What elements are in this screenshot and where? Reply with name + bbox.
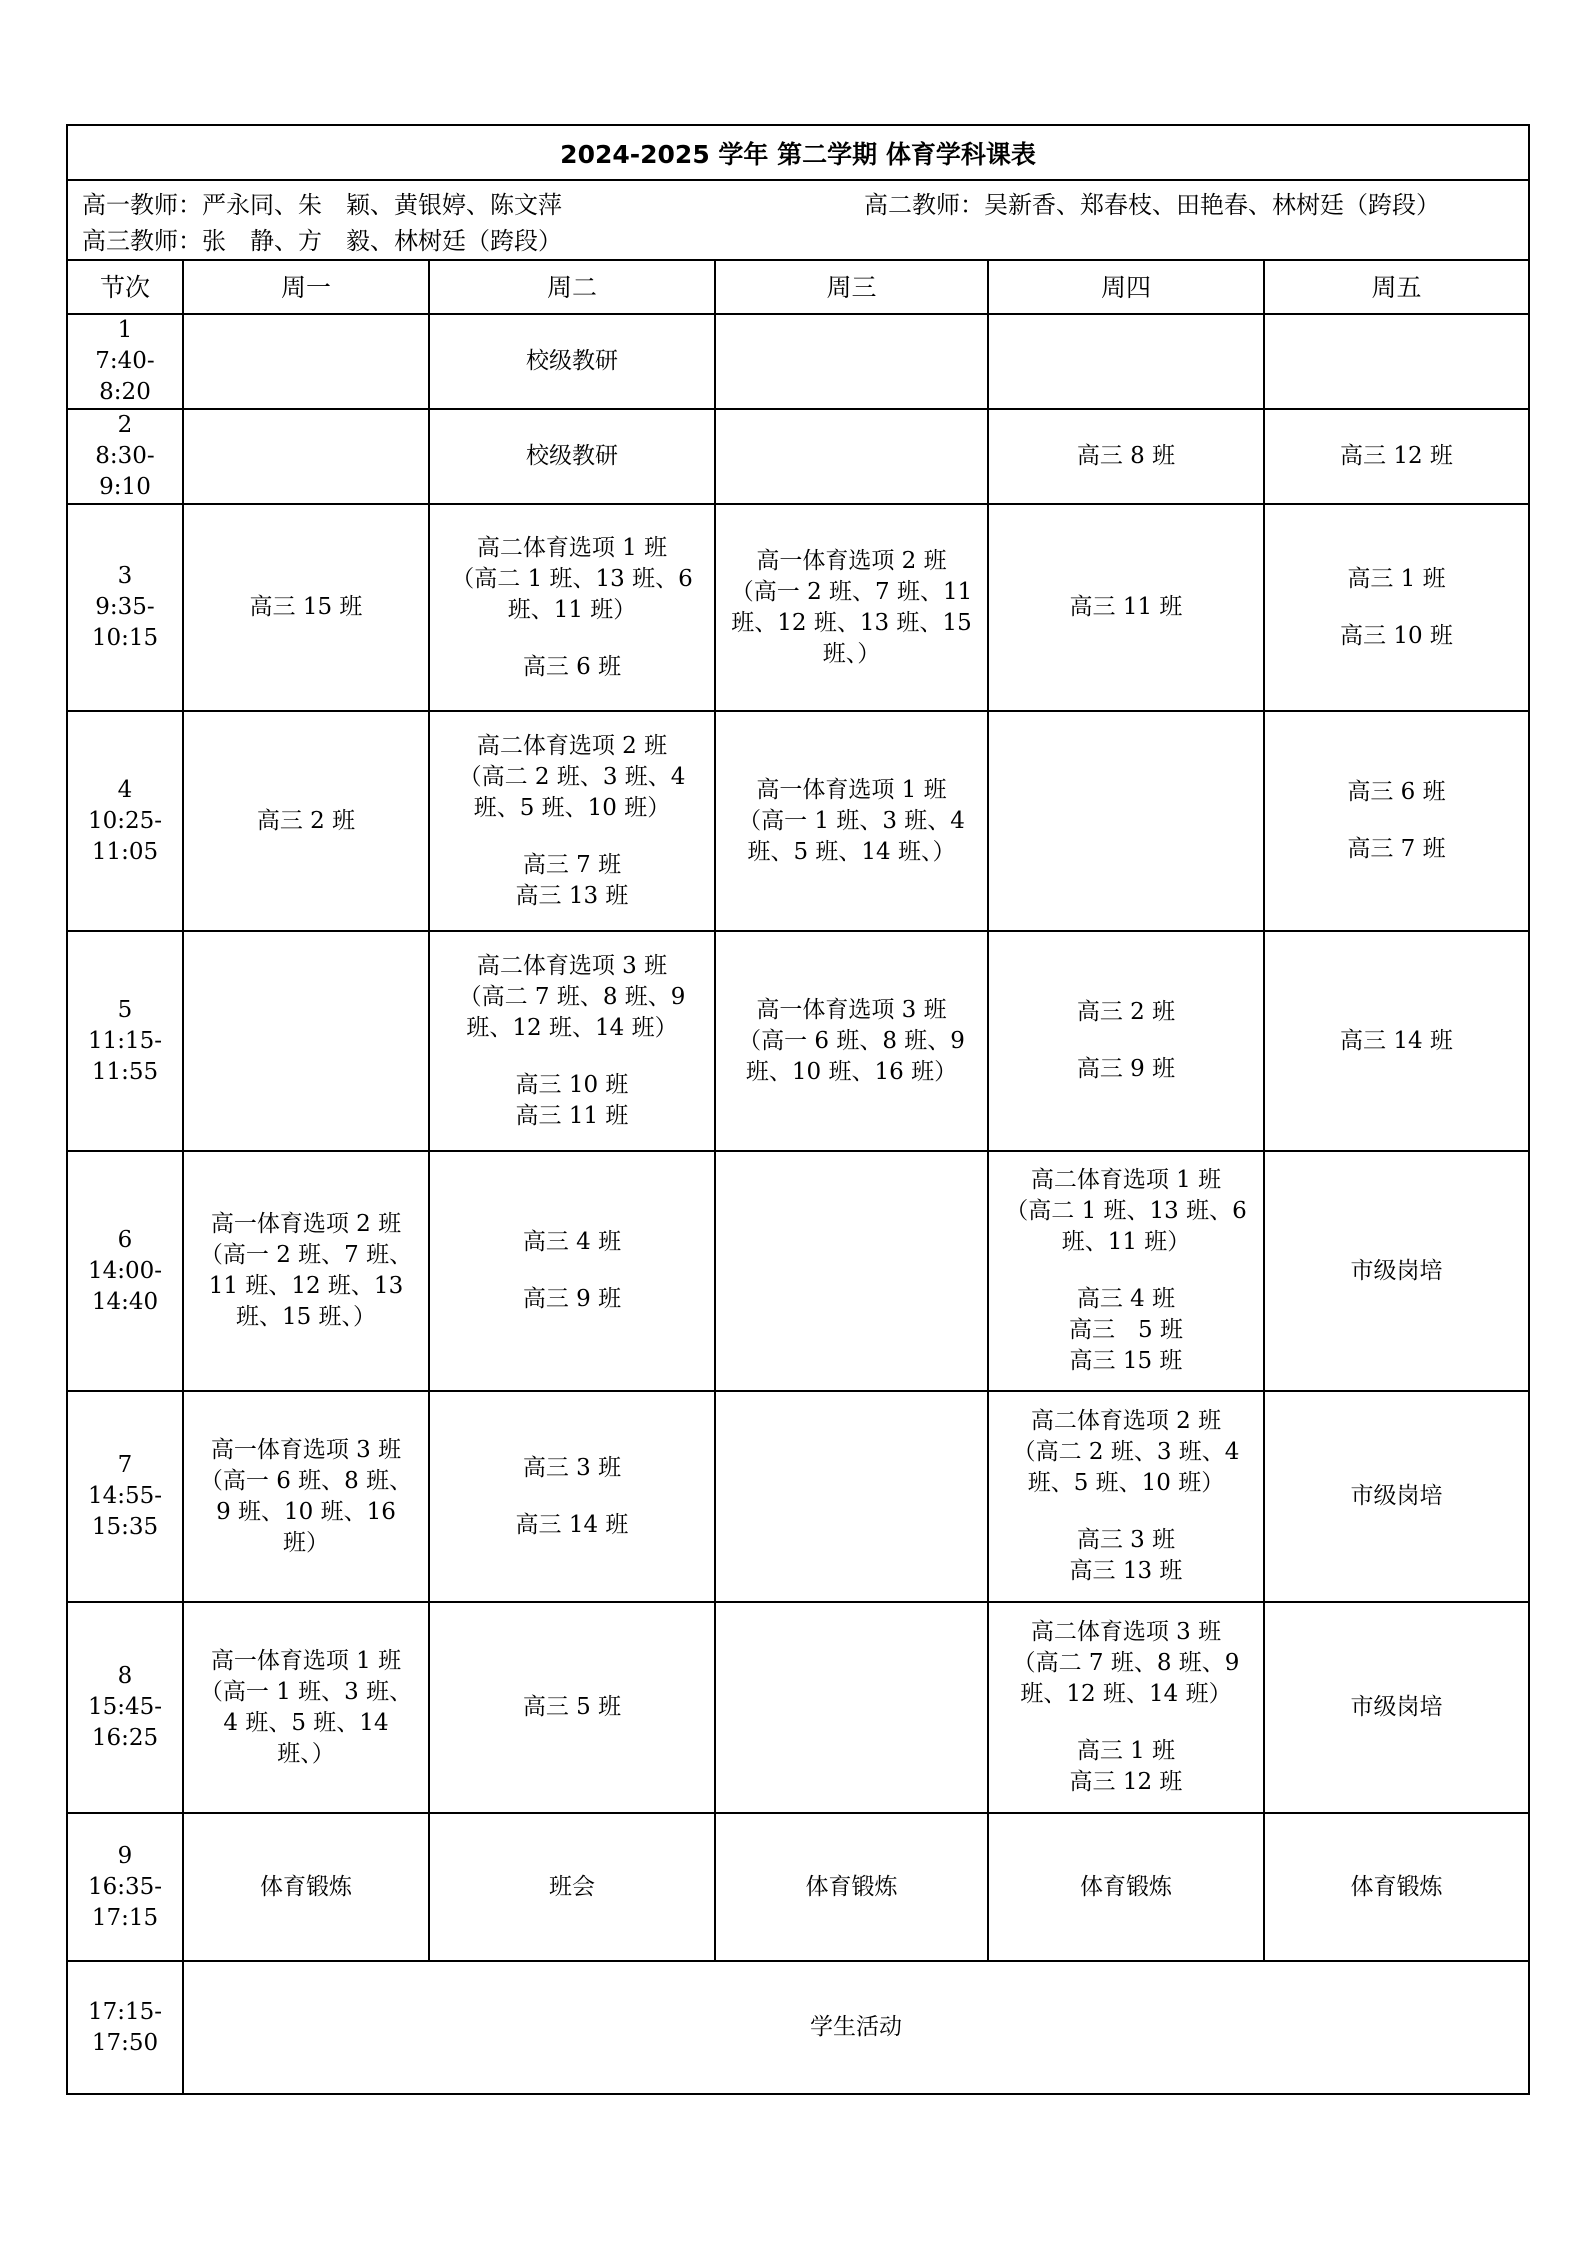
header-row bbox=[68, 261, 1528, 314]
cell-line: 高三 14 班 bbox=[1340, 1027, 1453, 1054]
schedule-cell-wed bbox=[715, 409, 988, 504]
cell-line: 高三 15 班 bbox=[1069, 1348, 1183, 1374]
grade3-teachers: 高三教师：张 静、方 毅、林树廷（跨段） bbox=[82, 227, 562, 255]
cell-line: 体育锻炼 bbox=[1350, 1873, 1443, 1900]
schedule-cell-thu bbox=[988, 1391, 1264, 1602]
cell-line: 高二体育选项 1 班 bbox=[1030, 1167, 1222, 1193]
period-cell bbox=[68, 1961, 183, 2093]
period-number: 8 bbox=[117, 1663, 133, 1689]
cell-line: 班、5 班、10 班） bbox=[1027, 1470, 1225, 1496]
cell-line: 班、） bbox=[822, 640, 881, 667]
schedule-cell-mon bbox=[183, 1602, 429, 1813]
cell-line: 高一体育选项 1 班 bbox=[756, 776, 947, 803]
schedule-cell-mon bbox=[183, 1391, 429, 1602]
schedule-cell-thu bbox=[988, 931, 1264, 1151]
period-time-start: 16:35- bbox=[87, 1873, 163, 1900]
schedule-cell-wed bbox=[715, 711, 988, 931]
group-spacer bbox=[434, 1484, 710, 1510]
schedule-cell-tue bbox=[429, 409, 715, 504]
cell-line: 高三 5 班 bbox=[1069, 1317, 1183, 1343]
schedule-cell-fri bbox=[1264, 314, 1528, 409]
cell-line: 高一体育选项 3 班 bbox=[756, 996, 947, 1023]
period-cell bbox=[68, 409, 183, 504]
cell-line: （高一 6 班、8 班、 bbox=[199, 1467, 413, 1494]
period-time-end: 16:25 bbox=[91, 1725, 159, 1751]
group-spacer bbox=[434, 626, 710, 652]
schedule-cell-thu bbox=[988, 1151, 1264, 1391]
cell-line: 班、11 班） bbox=[507, 596, 637, 623]
cell-line: 班、5 班、10 班） bbox=[473, 794, 671, 821]
cell-line: 高二体育选项 2 班 bbox=[1030, 1408, 1222, 1434]
period-number: 6 bbox=[117, 1226, 133, 1253]
cell-line: 班） bbox=[283, 1529, 329, 1556]
table-row bbox=[68, 1151, 1528, 1391]
period-time-start: 7:40- bbox=[95, 348, 155, 374]
cell-line: （高二 7 班、8 班、9 bbox=[458, 983, 686, 1010]
schedule-cell-thu bbox=[988, 711, 1264, 931]
cell-line: 高三 2 班 bbox=[256, 807, 356, 834]
cell-line: 市级岗培 bbox=[1350, 1257, 1443, 1284]
cell-line: 班、12 班、14 班） bbox=[1020, 1681, 1232, 1707]
cell-line: （高二 1 班、13 班、6 bbox=[451, 565, 693, 592]
table-row bbox=[68, 409, 1528, 504]
cell-line: 高三 4 班 bbox=[1076, 1286, 1176, 1312]
cell-line: （高一 2 班、7 班、11 bbox=[730, 578, 973, 605]
period-number: 1 bbox=[117, 317, 133, 343]
cell-line: 高二体育选项 1 班 bbox=[476, 534, 668, 561]
cell-line: 高二体育选项 3 班 bbox=[476, 952, 668, 979]
page-title: 2024-2025 学年 第二学期 体育学科课表 bbox=[68, 126, 1528, 181]
cell-line: 高三 12 班 bbox=[1340, 443, 1453, 469]
period-number: 3 bbox=[117, 563, 133, 589]
cell-line: 市级岗培 bbox=[1350, 1694, 1443, 1720]
period-number: 4 bbox=[117, 776, 133, 803]
schedule-cell-thu bbox=[988, 314, 1264, 409]
cell-line: 高三 3 班 bbox=[522, 1454, 622, 1481]
schedule-cell-thu bbox=[988, 1813, 1264, 1961]
schedule-cell-tue bbox=[429, 1151, 715, 1391]
period-time-start: 14:00- bbox=[87, 1257, 163, 1284]
cell-line: 高三 13 班 bbox=[1069, 1558, 1183, 1584]
cell-line: 班、12 班、14 班） bbox=[466, 1014, 678, 1041]
schedule-cell-wed bbox=[715, 931, 988, 1151]
period-time-end: 11:55 bbox=[91, 1058, 159, 1085]
schedule-cell-tue bbox=[429, 931, 715, 1151]
cell-line: 高三 7 班 bbox=[522, 851, 622, 878]
group-spacer bbox=[993, 1499, 1259, 1525]
cell-line: （高一 1 班、3 班、4 bbox=[738, 807, 965, 834]
period-time-end: 14:40 bbox=[91, 1288, 159, 1315]
schedule-sheet bbox=[66, 124, 1530, 2095]
schedule-cell-tue bbox=[429, 1813, 715, 1961]
period-number: 9 bbox=[117, 1842, 133, 1869]
cell-line: 高三 15 班 bbox=[249, 594, 363, 620]
schedule-cell-fri bbox=[1264, 711, 1528, 931]
schedule-cell-thu bbox=[988, 1602, 1264, 1813]
cell-line: 4 班、5 班、14 bbox=[223, 1709, 389, 1736]
table-row bbox=[68, 504, 1528, 711]
activity-row bbox=[68, 1961, 1528, 2093]
schedule-cell-tue bbox=[429, 1602, 715, 1813]
cell-line: 高三 9 班 bbox=[522, 1286, 622, 1312]
cell-line: 班、5 班、14 班、） bbox=[747, 838, 956, 865]
table-row bbox=[68, 1391, 1528, 1602]
cell-line: 班、12 班、13 班、15 bbox=[731, 609, 972, 636]
schedule-table bbox=[68, 261, 1528, 2093]
cell-line: 体育锻炼 bbox=[805, 1873, 898, 1900]
group-spacer bbox=[1269, 595, 1524, 621]
schedule-cell-mon bbox=[183, 409, 429, 504]
cell-line: 班会 bbox=[549, 1873, 595, 1900]
group-spacer bbox=[434, 1258, 710, 1284]
period-time-start: 10:25- bbox=[87, 807, 163, 834]
schedule-cell-wed bbox=[715, 1602, 988, 1813]
header-fri: 周五 bbox=[1264, 261, 1528, 314]
period-time-start: 17:15- bbox=[87, 1998, 163, 2025]
table-row bbox=[68, 711, 1528, 931]
schedule-cell-tue bbox=[429, 504, 715, 711]
schedule-cell-tue bbox=[429, 314, 715, 409]
schedule-cell-mon bbox=[183, 711, 429, 931]
period-time-start: 11:15- bbox=[87, 1027, 163, 1054]
schedule-cell-thu bbox=[988, 409, 1264, 504]
period-number: 5 bbox=[117, 996, 133, 1023]
cell-line: 体育锻炼 bbox=[260, 1873, 352, 1900]
period-time-end: 15:35 bbox=[91, 1514, 159, 1540]
schedule-cell-mon bbox=[183, 931, 429, 1151]
cell-line: 高一体育选项 2 班 bbox=[756, 547, 947, 574]
schedule-cell-fri bbox=[1264, 1602, 1528, 1813]
schedule-cell-mon bbox=[183, 1151, 429, 1391]
cell-line: 体育锻炼 bbox=[1080, 1873, 1172, 1900]
cell-line: 校级教研 bbox=[526, 348, 618, 374]
schedule-cell-tue bbox=[429, 711, 715, 931]
cell-line: （高二 2 班、3 班、4 bbox=[1012, 1439, 1240, 1465]
period-cell bbox=[68, 1151, 183, 1391]
schedule-cell-fri bbox=[1264, 1391, 1528, 1602]
cell-line: 高三 1 班 bbox=[1347, 565, 1446, 592]
cell-line: 高三 6 班 bbox=[522, 653, 622, 680]
group-spacer bbox=[993, 1258, 1259, 1284]
schedule-cell-wed bbox=[715, 1151, 988, 1391]
table-row bbox=[68, 1602, 1528, 1813]
cell-line: （高二 1 班、13 班、6 bbox=[1005, 1198, 1247, 1224]
group-spacer bbox=[434, 824, 710, 850]
group-spacer bbox=[1269, 808, 1524, 834]
cell-line: 9 班、10 班、16 bbox=[216, 1498, 396, 1525]
schedule-cell-tue bbox=[429, 1391, 715, 1602]
cell-line: 高三 1 班 bbox=[1076, 1738, 1176, 1764]
period-time-end: 17:15 bbox=[91, 1904, 159, 1931]
cell-line: 高二体育选项 2 班 bbox=[476, 732, 668, 759]
cell-line: 高三 11 班 bbox=[1069, 594, 1183, 620]
header-thu: 周四 bbox=[988, 261, 1264, 314]
cell-line: 高三 12 班 bbox=[1069, 1769, 1183, 1795]
cell-line: （高一 6 班、8 班、9 bbox=[738, 1027, 965, 1054]
group-spacer bbox=[993, 1028, 1259, 1054]
cell-line: 高二体育选项 3 班 bbox=[1030, 1619, 1222, 1645]
student-activity-cell bbox=[183, 1961, 1528, 2093]
schedule-cell-wed bbox=[715, 1391, 988, 1602]
header-tue: 周二 bbox=[429, 261, 715, 314]
schedule-cell-fri bbox=[1264, 1151, 1528, 1391]
cell-line: 高三 10 班 bbox=[1340, 622, 1453, 649]
group-spacer bbox=[434, 1044, 710, 1070]
cell-line: 校级教研 bbox=[526, 443, 618, 469]
table-row bbox=[68, 931, 1528, 1151]
teacher-list bbox=[68, 181, 1528, 261]
cell-line: 高三 11 班 bbox=[515, 1102, 629, 1129]
schedule-cell-wed bbox=[715, 1813, 988, 1961]
period-cell bbox=[68, 504, 183, 711]
cell-line: 高三 8 班 bbox=[1076, 443, 1176, 469]
cell-line: （高一 2 班、7 班、 bbox=[199, 1242, 413, 1268]
cell-line: （高一 1 班、3 班、 bbox=[199, 1678, 413, 1705]
schedule-cell-fri bbox=[1264, 931, 1528, 1151]
grade2-teachers: 高二教师：吴新香、郑春枝、田艳春、林树廷（跨段） bbox=[864, 191, 1440, 219]
table-row bbox=[68, 314, 1528, 409]
grade1-teachers: 高一教师：严永同、朱 颖、黄银婷、陈文萍 bbox=[82, 191, 562, 219]
schedule-cell-fri bbox=[1264, 409, 1528, 504]
period-cell bbox=[68, 931, 183, 1151]
cell-line: 高三 14 班 bbox=[515, 1511, 629, 1538]
period-time-end: 11:05 bbox=[91, 838, 159, 865]
period-time-end: 10:15 bbox=[91, 625, 159, 651]
cell-line: 高三 2 班 bbox=[1076, 999, 1176, 1025]
cell-line: 班、11 班） bbox=[1061, 1229, 1191, 1255]
period-number: 2 bbox=[117, 412, 133, 438]
period-time-end: 8:20 bbox=[99, 379, 151, 405]
schedule-cell-thu bbox=[988, 504, 1264, 711]
cell-line: 高三 10 班 bbox=[515, 1071, 629, 1098]
period-cell bbox=[68, 314, 183, 409]
period-time-end: 17:50 bbox=[91, 2029, 159, 2056]
cell-line: 高三 5 班 bbox=[522, 1694, 622, 1720]
period-cell bbox=[68, 1391, 183, 1602]
period-time-start: 14:55- bbox=[87, 1483, 163, 1509]
table-row bbox=[68, 1813, 1528, 1961]
student-activity-label: 学生活动 bbox=[810, 2014, 902, 2040]
cell-line: 班、） bbox=[277, 1740, 335, 1767]
cell-line: 高三 6 班 bbox=[1347, 779, 1446, 805]
cell-line: 市级岗培 bbox=[1350, 1483, 1443, 1509]
cell-line: （高二 7 班、8 班、9 bbox=[1012, 1650, 1240, 1676]
group-spacer bbox=[993, 1710, 1259, 1736]
period-time-start: 8:30- bbox=[95, 443, 155, 469]
schedule-cell-wed bbox=[715, 314, 988, 409]
schedule-cell-mon bbox=[183, 504, 429, 711]
header-period: 节次 bbox=[68, 261, 183, 314]
cell-line: 高三 3 班 bbox=[1076, 1527, 1176, 1553]
period-time-start: 15:45- bbox=[87, 1694, 163, 1720]
cell-line: 高一体育选项 2 班 bbox=[210, 1211, 402, 1237]
cell-line: 高一体育选项 3 班 bbox=[210, 1436, 402, 1463]
period-cell bbox=[68, 1813, 183, 1961]
period-time-end: 9:10 bbox=[99, 474, 151, 500]
schedule-cell-wed bbox=[715, 504, 988, 711]
cell-line: 高三 13 班 bbox=[515, 882, 629, 909]
period-cell bbox=[68, 1602, 183, 1813]
header-mon: 周一 bbox=[183, 261, 429, 314]
cell-line: 高三 7 班 bbox=[1347, 836, 1446, 862]
period-time-start: 9:35- bbox=[95, 594, 155, 620]
schedule-cell-fri bbox=[1264, 1813, 1528, 1961]
cell-line: 高三 4 班 bbox=[522, 1229, 622, 1255]
cell-line: 高一体育选项 1 班 bbox=[210, 1647, 402, 1674]
schedule-cell-fri bbox=[1264, 504, 1528, 711]
schedule-cell-mon bbox=[183, 314, 429, 409]
cell-line: 高三 9 班 bbox=[1076, 1056, 1176, 1082]
header-wed: 周三 bbox=[715, 261, 988, 314]
cell-line: 班、10 班、16 班） bbox=[745, 1058, 958, 1085]
cell-line: （高二 2 班、3 班、4 bbox=[458, 763, 686, 790]
cell-line: 11 班、12 班、13 bbox=[208, 1273, 404, 1299]
period-cell bbox=[68, 711, 183, 931]
schedule-cell-mon bbox=[183, 1813, 429, 1961]
cell-line: 班、15 班、） bbox=[235, 1304, 377, 1330]
period-number: 7 bbox=[117, 1452, 133, 1478]
